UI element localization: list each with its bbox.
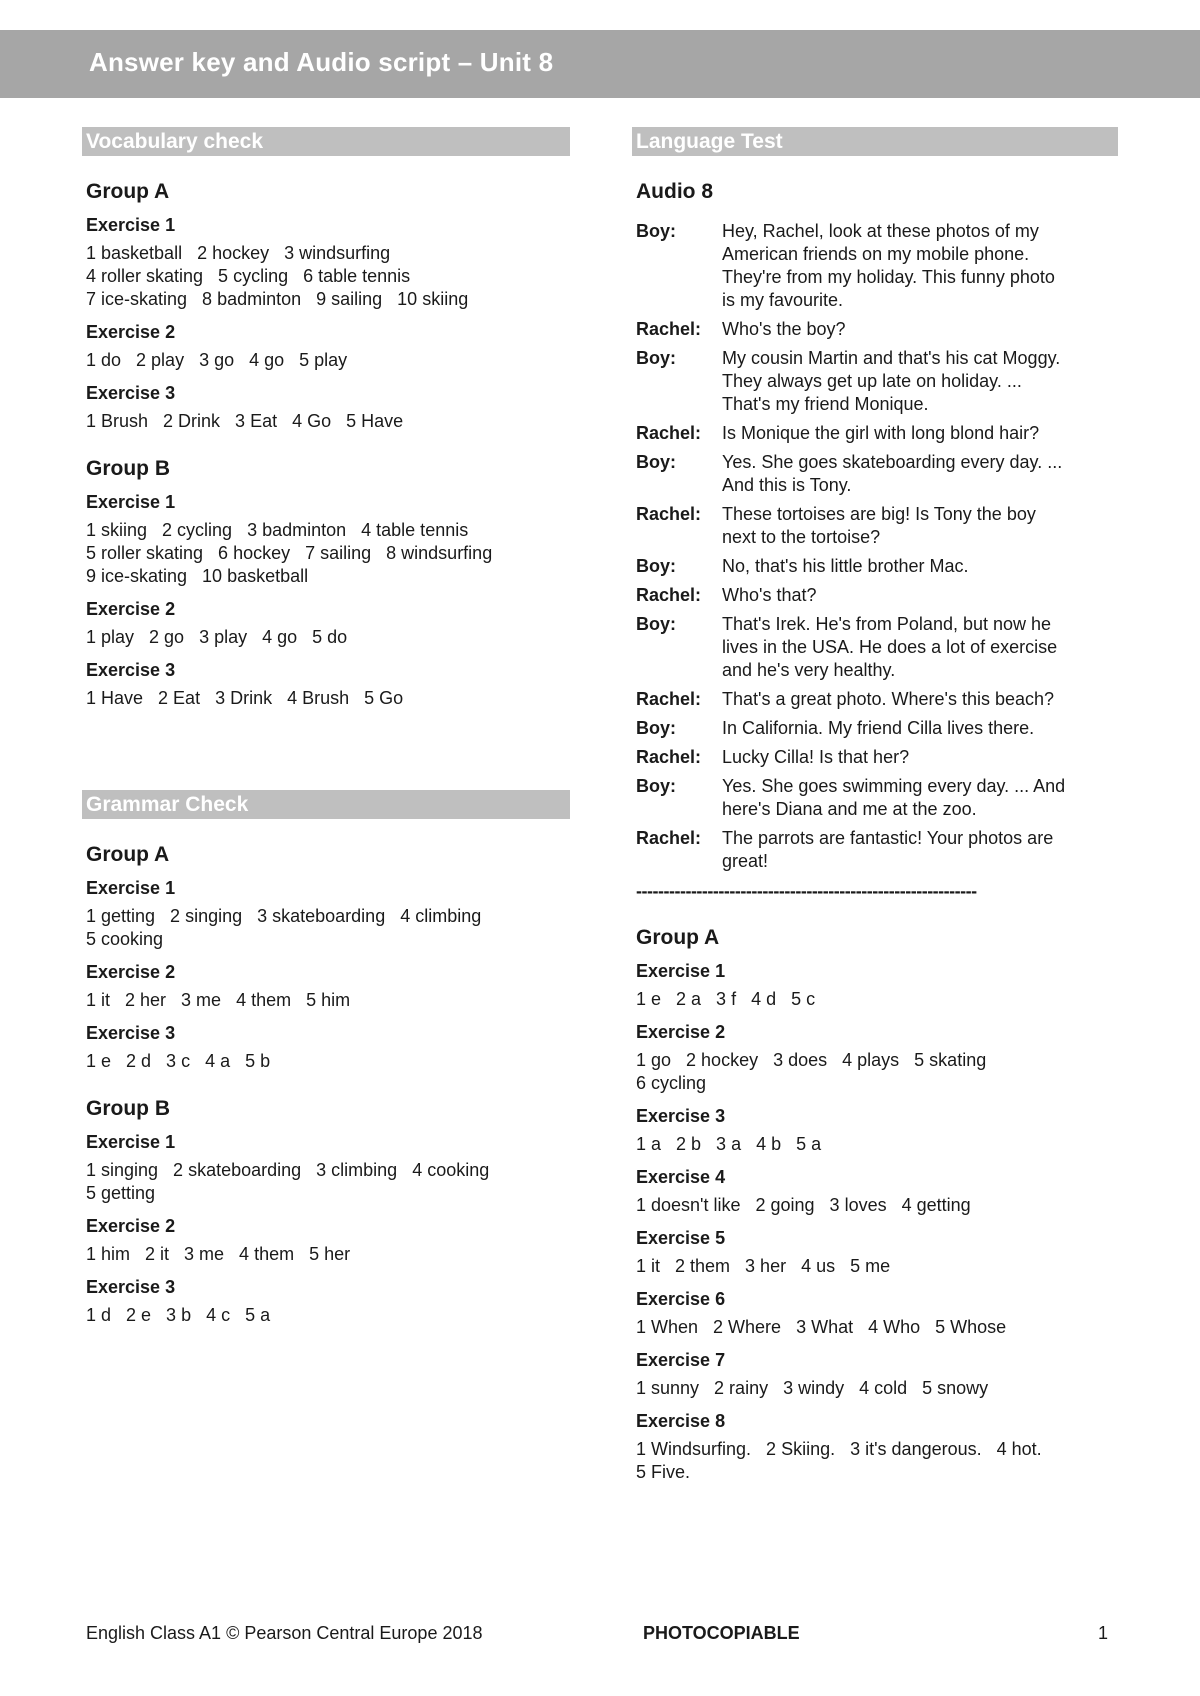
speech-text bbox=[722, 318, 1118, 341]
script-turn bbox=[636, 746, 1118, 769]
answer-line: 5 Five. bbox=[636, 1462, 691, 1482]
footer-copyright: English Class A1 © Pearson Central Europe 2018 bbox=[86, 1623, 483, 1643]
answer-line: 4 roller skating 5 cycling 6 table tennis bbox=[86, 266, 411, 286]
speech-line: In California. My friend Cilla lives there. bbox=[722, 718, 1035, 738]
exercise-label: Exercise 5 bbox=[636, 1228, 726, 1248]
script-turn bbox=[636, 422, 1118, 445]
speech-text bbox=[722, 451, 1118, 497]
script-turn bbox=[636, 775, 1118, 821]
exercise-answers bbox=[636, 988, 1118, 1011]
exercise-label: Exercise 1 bbox=[86, 878, 176, 898]
speaker-label: Rachel: bbox=[636, 747, 702, 767]
script-turn bbox=[636, 318, 1118, 341]
script-turn bbox=[636, 451, 1118, 497]
answer-line: 9 ice-skating 10 basketball bbox=[86, 566, 309, 586]
exercise-block bbox=[636, 960, 1118, 1011]
script-turn bbox=[636, 220, 1118, 312]
group-title: Group B bbox=[86, 457, 170, 480]
speaker-label: Boy: bbox=[636, 718, 676, 738]
exercise-label: Exercise 2 bbox=[86, 962, 176, 982]
exercise-block bbox=[86, 598, 570, 649]
script-turn bbox=[636, 827, 1118, 873]
audio-script bbox=[636, 220, 1118, 873]
answer-line: 1 When 2 Where 3 What 4 Who 5 Whose bbox=[636, 1317, 1007, 1337]
speaker-label: Boy: bbox=[636, 556, 676, 576]
exercise-answers bbox=[86, 410, 570, 433]
answer-line: 1 it 2 her 3 me 4 them 5 him bbox=[86, 990, 351, 1010]
exercise-answers bbox=[86, 349, 570, 372]
script-turn bbox=[636, 717, 1118, 740]
answer-line: 1 play 2 go 3 play 4 go 5 do bbox=[86, 627, 348, 647]
exercise-answers bbox=[636, 1377, 1118, 1400]
speech-line: That's Irek. He's from Poland, but now he bbox=[722, 614, 1052, 634]
exercise-label: Exercise 1 bbox=[86, 215, 176, 235]
exercise-block bbox=[636, 1288, 1118, 1339]
exercise-block bbox=[86, 1131, 570, 1205]
speech-line: great! bbox=[722, 851, 769, 871]
exercise-block bbox=[636, 1227, 1118, 1278]
speaker-label: Boy: bbox=[636, 348, 676, 368]
speaker-label: Rachel: bbox=[636, 689, 702, 709]
speech-text bbox=[722, 717, 1118, 740]
speech-line: is my favourite. bbox=[722, 290, 844, 310]
exercise-label: Exercise 2 bbox=[636, 1022, 726, 1042]
answer-line: 1 getting 2 singing 3 skateboarding 4 climbing bbox=[86, 906, 482, 926]
speaker-label: Boy: bbox=[636, 452, 676, 472]
footer-photocopiable: PHOTOCOPIABLE bbox=[643, 1623, 800, 1643]
exercise-answers bbox=[86, 1304, 570, 1327]
script-turn bbox=[636, 503, 1118, 549]
exercise-answers bbox=[636, 1316, 1118, 1339]
exercise-answers bbox=[86, 1050, 570, 1073]
speech-line: Who's the boy? bbox=[722, 319, 846, 339]
script-turn bbox=[636, 347, 1118, 416]
exercise-answers bbox=[86, 1159, 570, 1205]
audio-title: Audio 8 bbox=[636, 180, 713, 203]
exercise-block bbox=[636, 1105, 1118, 1156]
exercise-answers bbox=[86, 519, 570, 588]
exercise-block bbox=[86, 1022, 570, 1073]
exercise-block bbox=[636, 1021, 1118, 1095]
section-title-language-test: Language Test bbox=[632, 127, 1118, 156]
speaker-label: Rachel: bbox=[636, 423, 702, 443]
answer-line: 5 getting bbox=[86, 1183, 156, 1203]
exercise-block bbox=[636, 1349, 1118, 1400]
speech-text bbox=[722, 827, 1118, 873]
answer-line: 1 a 2 b 3 a 4 b 5 a bbox=[636, 1134, 822, 1154]
exercise-label: Exercise 7 bbox=[636, 1350, 726, 1370]
exercise-block bbox=[636, 1410, 1118, 1484]
speech-line: The parrots are fantastic! Your photos are bbox=[722, 828, 1054, 848]
speech-line: And this is Tony. bbox=[722, 475, 852, 495]
speech-line: That's my friend Monique. bbox=[722, 394, 929, 414]
speech-line: Yes. She goes swimming every day. ... And bbox=[722, 776, 1066, 796]
answer-line: 5 cooking bbox=[86, 929, 164, 949]
exercise-label: Exercise 2 bbox=[86, 599, 176, 619]
group-title: Group A bbox=[636, 926, 720, 949]
exercise-block bbox=[86, 659, 570, 710]
exercise-label: Exercise 8 bbox=[636, 1411, 726, 1431]
exercise-label: Exercise 1 bbox=[636, 961, 726, 981]
speech-text bbox=[722, 422, 1118, 445]
exercise-label: Exercise 3 bbox=[636, 1106, 726, 1126]
answer-line: 1 Brush 2 Drink 3 Eat 4 Go 5 Have bbox=[86, 411, 404, 431]
speech-line: That's a great photo. Where's this beach? bbox=[722, 689, 1055, 709]
exercise-block bbox=[86, 1215, 570, 1266]
exercise-answers bbox=[636, 1194, 1118, 1217]
script-turn bbox=[636, 613, 1118, 682]
speech-text bbox=[722, 347, 1118, 416]
separator-line: -------------------------------------------------------------- bbox=[636, 881, 977, 901]
speaker-label: Boy: bbox=[636, 614, 676, 634]
exercise-label: Exercise 3 bbox=[86, 1023, 176, 1043]
exercise-block bbox=[86, 321, 570, 372]
exercise-answers bbox=[86, 687, 570, 710]
speech-text bbox=[722, 555, 1118, 578]
speech-line: here's Diana and me at the zoo. bbox=[722, 799, 977, 819]
exercise-block bbox=[86, 1276, 570, 1327]
speech-line: They're from my holiday. This funny photo bbox=[722, 267, 1055, 287]
speaker-label: Boy: bbox=[636, 776, 676, 796]
speech-line: These tortoises are big! Is Tony the boy bbox=[722, 504, 1036, 524]
exercise-block bbox=[86, 214, 570, 311]
section-title-vocabulary: Vocabulary check bbox=[82, 127, 570, 156]
right-column bbox=[632, 127, 1118, 1484]
answer-line: 1 e 2 d 3 c 4 a 5 b bbox=[86, 1051, 271, 1071]
speaker-label: Rachel: bbox=[636, 504, 702, 524]
answer-line: 1 sunny 2 rainy 3 windy 4 cold 5 snowy bbox=[636, 1378, 989, 1398]
speech-line: Who's that? bbox=[722, 585, 817, 605]
exercise-label: Exercise 1 bbox=[86, 1132, 176, 1152]
speech-text bbox=[722, 613, 1118, 682]
exercise-label: Exercise 3 bbox=[86, 660, 176, 680]
group-title: Group A bbox=[86, 843, 170, 866]
answer-line: 1 Have 2 Eat 3 Drink 4 Brush 5 Go bbox=[86, 688, 404, 708]
exercise-answers bbox=[86, 989, 570, 1012]
speech-line: No, that's his little brother Mac. bbox=[722, 556, 969, 576]
exercise-answers bbox=[636, 1438, 1118, 1484]
answer-line: 6 cycling bbox=[636, 1073, 707, 1093]
section-spacer bbox=[82, 710, 570, 790]
exercise-block bbox=[86, 961, 570, 1012]
exercise-label: Exercise 2 bbox=[86, 1216, 176, 1236]
answer-line: 5 roller skating 6 hockey 7 sailing 8 windsurfing bbox=[86, 543, 493, 563]
exercise-block bbox=[636, 1166, 1118, 1217]
speech-line: Lucky Cilla! Is that her? bbox=[722, 747, 910, 767]
exercise-answers bbox=[86, 242, 570, 311]
footer-page-number: 1 bbox=[1097, 1623, 1108, 1643]
exercise-label: Exercise 4 bbox=[636, 1167, 726, 1187]
answer-line: 1 him 2 it 3 me 4 them 5 her bbox=[86, 1244, 351, 1264]
answer-line: 1 d 2 e 3 b 4 c 5 a bbox=[86, 1305, 271, 1325]
left-column bbox=[82, 127, 570, 1327]
speech-text bbox=[722, 746, 1118, 769]
exercise-label: Exercise 1 bbox=[86, 492, 176, 512]
vocabulary-groups bbox=[82, 180, 570, 710]
exercise-label: Exercise 6 bbox=[636, 1289, 726, 1309]
exercise-answers bbox=[86, 1243, 570, 1266]
exercise-block bbox=[86, 877, 570, 951]
script-turn bbox=[636, 555, 1118, 578]
speech-line: and he's very healthy. bbox=[722, 660, 896, 680]
speech-line: Yes. She goes skateboarding every day. ... bbox=[722, 452, 1063, 472]
speech-line: lives in the USA. He does a lot of exercise bbox=[722, 637, 1058, 657]
answer-line: 1 e 2 a 3 f 4 d 5 c bbox=[636, 989, 816, 1009]
exercise-answers bbox=[636, 1049, 1118, 1095]
answer-line: 1 Windsurfing. 2 Skiing. 3 it's dangerous. 4 hot. bbox=[636, 1439, 1042, 1459]
speaker-label: Rachel: bbox=[636, 585, 702, 605]
speaker-label: Rachel: bbox=[636, 828, 702, 848]
answer-line: 7 ice-skating 8 badminton 9 sailing 10 skiing bbox=[86, 289, 469, 309]
speech-line: Is Monique the girl with long blond hair? bbox=[722, 423, 1040, 443]
exercise-block bbox=[86, 382, 570, 433]
speech-text bbox=[722, 503, 1118, 549]
answer-line: 1 doesn't like 2 going 3 loves 4 getting bbox=[636, 1195, 971, 1215]
group-title: Group A bbox=[86, 180, 170, 203]
exercise-block bbox=[86, 491, 570, 588]
exercise-answers bbox=[86, 905, 570, 951]
speech-line: Hey, Rachel, look at these photos of my bbox=[722, 221, 1039, 241]
speech-text bbox=[722, 220, 1118, 312]
speech-text bbox=[722, 775, 1118, 821]
script-turn bbox=[636, 584, 1118, 607]
exercise-label: Exercise 3 bbox=[86, 383, 176, 403]
script-turn bbox=[636, 688, 1118, 711]
answer-line: 1 skiing 2 cycling 3 badminton 4 table tennis bbox=[86, 520, 469, 540]
language-test-group bbox=[632, 926, 1118, 1484]
speech-line: next to the tortoise? bbox=[722, 527, 881, 547]
speaker-label: Rachel: bbox=[636, 319, 702, 339]
section-title-grammar: Grammar Check bbox=[82, 790, 570, 819]
page-header bbox=[0, 30, 1200, 98]
group-title: Group B bbox=[86, 1097, 170, 1120]
page-footer bbox=[86, 1623, 1116, 1649]
exercise-label: Exercise 3 bbox=[86, 1277, 176, 1297]
exercise-answers bbox=[636, 1255, 1118, 1278]
page-title: Answer key and Audio script – Unit 8 bbox=[89, 47, 554, 77]
answer-line: 1 basketball 2 hockey 3 windsurfing bbox=[86, 243, 391, 263]
speaker-label: Boy: bbox=[636, 221, 676, 241]
answer-line: 1 go 2 hockey 3 does 4 plays 5 skating bbox=[636, 1050, 987, 1070]
answer-line: 1 singing 2 skateboarding 3 climbing 4 cooking bbox=[86, 1160, 490, 1180]
exercise-label: Exercise 2 bbox=[86, 322, 176, 342]
speech-text bbox=[722, 688, 1118, 711]
speech-line: My cousin Martin and that's his cat Moggy. bbox=[722, 348, 1061, 368]
speech-line: American friends on my mobile phone. bbox=[722, 244, 1030, 264]
answer-line: 1 do 2 play 3 go 4 go 5 play bbox=[86, 350, 348, 370]
grammar-groups bbox=[82, 843, 570, 1327]
exercise-answers bbox=[636, 1133, 1118, 1156]
speech-text bbox=[722, 584, 1118, 607]
answer-line: 1 it 2 them 3 her 4 us 5 me bbox=[636, 1256, 891, 1276]
speech-line: They always get up late on holiday. ... bbox=[722, 371, 1022, 391]
exercise-answers bbox=[86, 626, 570, 649]
